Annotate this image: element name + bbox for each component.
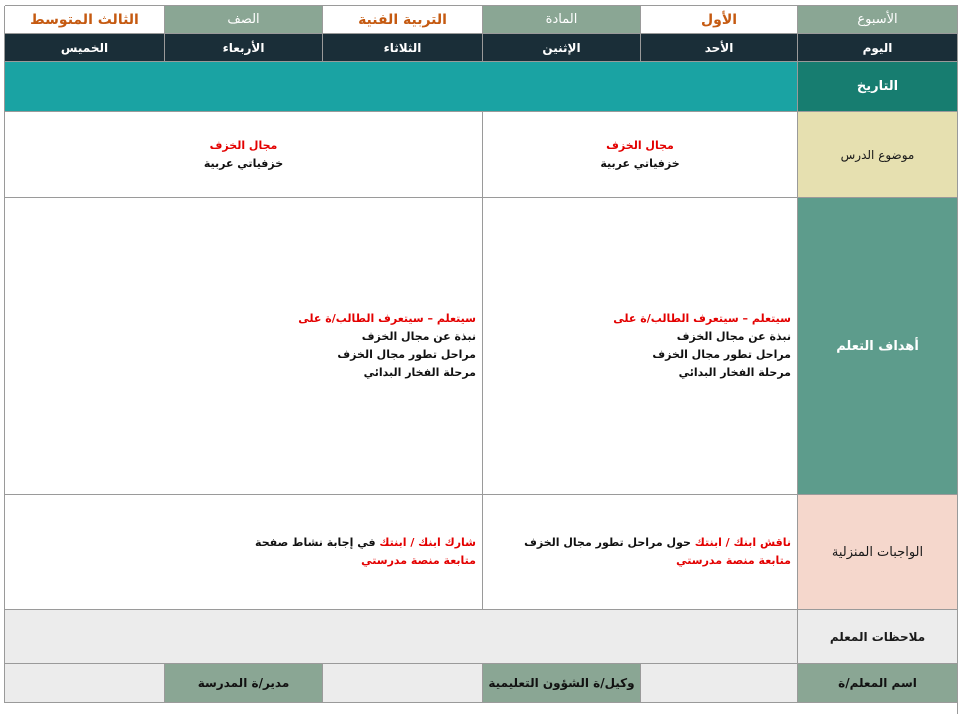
subject-label: المادة <box>482 6 640 34</box>
objective-line: مراحل تطور مجال الخزف <box>652 348 791 361</box>
week-label: الأسبوع <box>797 6 957 34</box>
deputy-name-field[interactable] <box>322 664 482 703</box>
date-label: التاريخ <box>797 62 957 112</box>
day-thursday: الخميس <box>4 34 164 62</box>
homework-follow-2: متابعة منصة مدرستي <box>361 554 476 567</box>
topic-cell-1 <box>482 112 797 198</box>
notes-label: ملاحظات المعلم <box>797 610 957 664</box>
objective-line: نبذة عن مجال الخزف <box>361 330 476 343</box>
homework-cell-2 <box>4 495 482 610</box>
teacher-name-field[interactable] <box>640 664 797 703</box>
objective-line: مراحل تطور مجال الخزف <box>337 348 476 361</box>
objectives-text-2 <box>5 310 482 382</box>
topic-title-2: مجال الخزف <box>209 138 278 152</box>
day-label: اليوم <box>797 34 957 62</box>
topic-cell-2 <box>4 112 482 198</box>
objectives-cell-2 <box>4 198 482 495</box>
objective-line: مرحلة الفخار البدائي <box>363 366 476 379</box>
homework-prefix-1: ناقش ابنك / ابنتك <box>694 536 791 549</box>
principal-name-field[interactable] <box>4 664 164 703</box>
day-wednesday: الأربعاء <box>164 34 322 62</box>
topic-sub-1: خزفياتي عربية <box>600 156 680 170</box>
day-monday: الإثنين <box>482 34 640 62</box>
date-bar <box>4 62 797 112</box>
objectives-text-1 <box>483 310 797 382</box>
deputy-label: وكيل/ة الشؤون التعليمية <box>482 664 640 703</box>
homework-prefix-2: شارك ابنك / ابنتك <box>379 536 476 549</box>
notes-field[interactable] <box>4 610 797 664</box>
homework-detail-1: حول مراحل تطور مجال الخزف <box>524 536 695 549</box>
principal-label: مدير/ة المدرسة <box>164 664 322 703</box>
objectives-intro-2: سيتعلم – سيتعرف الطالب/ة على <box>298 312 476 325</box>
class-label: الصف <box>164 6 322 34</box>
homework-line-1 <box>483 534 791 552</box>
homework-text-2 <box>5 534 482 570</box>
teacher-name-label: اسم المعلم/ة <box>797 664 957 703</box>
objectives-cell-1 <box>482 198 797 495</box>
homework-detail-2: في إجابة نشاط صفحة <box>255 536 380 549</box>
class-value: الثالث المتوسط <box>4 6 164 34</box>
topic-label: موضوع الدرس <box>797 112 957 198</box>
topic-sub-2: خزفياتي عربية <box>203 156 284 170</box>
objective-line: مرحلة الفخار البدائي <box>678 366 791 379</box>
homework-line-2 <box>5 534 476 552</box>
homework-cell-1 <box>482 495 797 610</box>
day-tuesday: الثلاثاء <box>322 34 482 62</box>
objectives-intro-1: سيتعلم – سيتعرف الطالب/ة على <box>613 312 791 325</box>
lesson-plan-table <box>5 5 958 714</box>
homework-text-1 <box>483 534 797 570</box>
topic-title-1: مجال الخزف <box>606 138 674 152</box>
homework-follow-1: متابعة منصة مدرستي <box>676 554 791 567</box>
day-sunday: الأحد <box>640 34 797 62</box>
objective-line: نبذة عن مجال الخزف <box>676 330 791 343</box>
subject-value: التربية الفنية <box>322 6 482 34</box>
homework-label: الواجبات المنزلية <box>797 495 957 610</box>
week-value: الأول <box>640 6 797 34</box>
objectives-label: أهداف التعلم <box>797 198 957 495</box>
